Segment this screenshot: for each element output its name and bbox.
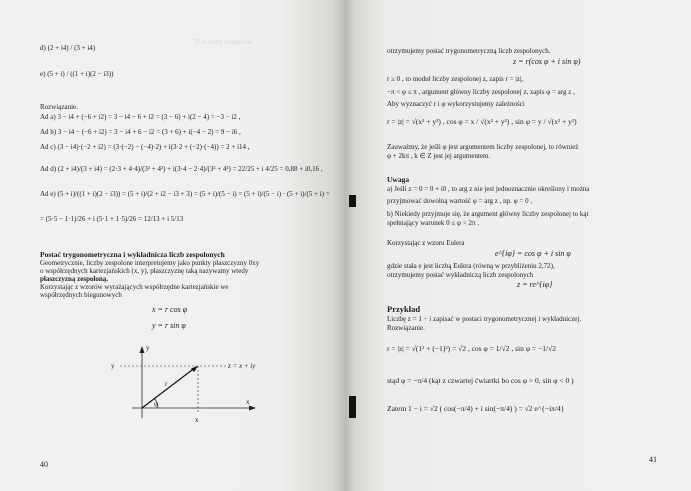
example-modulus: r = |z| = √(1² + (−1)²) = √2 , cos φ = 1/√2 , sin φ = −1/√2: [387, 344, 556, 353]
right-page: [345, 0, 691, 491]
solution-b: Ad b) 3 − i4 − (−6 + i2) = 3 − i4 + 6 − i2 = (3 + 6) + i(−4 − 2) = 9 − i6 ,: [40, 128, 241, 136]
x-axis-arrow: [249, 406, 256, 411]
x-coordinate-tick: x: [195, 416, 199, 424]
intro-line: otrzymujemy postać trygonometryczną liczb zespolonych.: [387, 47, 551, 55]
euler-intro: Korzystając z wzoru Eulera: [387, 239, 465, 247]
note-item: a) Jeśli z = 0 = 0 + i0 , to arg z nie jest jednoznacznie określony i można: [387, 185, 590, 193]
y-axis-label: y: [146, 344, 150, 352]
paragraph-line: płaszczyzną zespoloną.: [40, 275, 109, 283]
paragraph-line: Korzystając z wzorów wyrażających współrzędne kartezjańskie we: [40, 283, 229, 291]
remark-line: Zauważmy, że jeśli φ jest argumentem liczby zespolonej, to również: [387, 143, 579, 151]
example-argument: stąd φ = −π/4 (kąt z czwartej ćwiartki bo cos φ > 0, sin φ < 0 ): [387, 376, 574, 385]
formula-x: x = r cos φ: [152, 305, 188, 314]
note-item: b) Niekiedy przyjmuje się, że argument główny liczby zespolonej to kąt: [387, 210, 589, 218]
radius-label: r: [165, 380, 168, 388]
radius-vector: [142, 367, 196, 408]
left-page: [0, 0, 345, 491]
note-item: przyjmować dowolną wartość φ = arg z , np. φ = 0 ,: [387, 197, 533, 205]
solution-a: Ad a) 3 − i4 + (−6 + i2) = 3 − i4 − 6 + i2 = (3 − 6) + i(2 − 4) = −3 − i2 ,: [40, 113, 241, 121]
solution-c: Ad c) (3 − i4)·(−2 + i2) = (3·(−2) − (−4)·2) + i(3·2 + (−2)·(−4)) = 2 + i14 ,: [40, 143, 250, 151]
exercise-d: d) (2 + i4) / (3 + i4): [40, 44, 96, 52]
euler-constant-line: gdzie stała e jest liczbą Eulera (równą w przybliżeniu 2,72),: [387, 262, 555, 270]
page-number: 40: [40, 460, 48, 469]
example-solution-label: Rozwiązanie.: [387, 324, 425, 332]
paragraph-line: współrzędnych biegunowych: [40, 291, 122, 299]
example-task: Liczbę z = 1 − i zapisać w postaci trygonometrycznej i wykładniczej.: [387, 315, 582, 323]
paragraph-line: o współrzędnych kartezjańskich (x, y), płaszczyznę taką nazywamy wtedy: [40, 267, 249, 275]
exercise-e: e) (5 + i) / ((1 + i)(2 − i3)): [40, 70, 114, 78]
margin-tab: [349, 396, 356, 418]
example-title: Przykład: [387, 304, 421, 314]
solution-d: Ad d) (2 + i4)/(3 + i4) = (2·3 + 4·4)/(3² + 4²) + i(3·4 − 2·4)/(3² + 4²) = 22/25 + i 4/25 = 0,88 + i0,16 ,: [40, 165, 323, 173]
exp-form-formula: z = re^{iφ}: [517, 280, 553, 289]
remark-line: φ + 2kπ , k ∈ Z jest jej argumentem.: [387, 152, 491, 160]
section-title: Postać trygonometryczna i wykładnicza liczb zespolonych: [40, 250, 225, 259]
y-axis-arrow: [140, 346, 145, 353]
solution-e-result: = (5·5 − 1·1)/26 + i (5·1 + 1·5)/26 = 12/13 + i 5/13: [40, 215, 184, 223]
note-item: spełniający warunek 0 ≤ φ < 2π .: [387, 219, 479, 227]
solution-label: Rozwiązanie.: [40, 103, 78, 111]
formula-y: y = r sin φ: [152, 321, 186, 330]
trig-form-formula: z = r(cos φ + i sin φ): [513, 57, 581, 66]
angle-label: φ: [154, 400, 159, 408]
example-result: Zatem 1 − i = √2 ( cos(−π/4) + i sin(−π/4) ) = √2 e^{−iπ/4}: [387, 404, 565, 413]
euler-formula: e^{iφ} = cos φ + i sin φ: [495, 249, 571, 258]
solution-e: Ad e) (5 + i)/((1 + i)(2 − i3)) = (5 + i)/(2 + i2 − i3 + 3) = (5 + i)/(5 − i) = (5 + i)/(5 − i) · (5 + i)/(5 + i) =: [40, 190, 330, 198]
note-title: Uwaga: [387, 175, 410, 184]
modulus-line: r ≥ 0 , to moduł liczby zespolonej z, zapis r = |z|,: [387, 75, 523, 83]
margin-tab: [349, 195, 356, 207]
relations-formulas: r = |z| = √(x² + y²) , cos φ = x / √(x² + y²) , sin φ = y / √(x² + y²): [387, 117, 577, 126]
paragraph-line: Geometrycznie, liczby zespolone interpretujemy jako punkty płaszczyzny 0xy: [40, 259, 260, 267]
argument-line: −π < φ ≤ π , argument główny liczby zespolonej z, zapis φ = arg z ,: [387, 88, 575, 96]
bleed-through-text: II. Liczby zespolone: [195, 38, 253, 46]
y-coordinate-tick: y: [111, 362, 115, 370]
exp-form-intro: otrzymujemy postać wykładniczą liczb zespolonych: [387, 271, 534, 279]
x-axis-label: x: [246, 398, 250, 406]
point-z-label: z = x + iy: [228, 362, 256, 370]
relations-intro: Aby wyznaczyć r i φ wykorzystujemy zależności: [387, 100, 525, 108]
complex-plane-diagram: [0, 0, 345, 491]
page-number: 41: [649, 455, 657, 464]
